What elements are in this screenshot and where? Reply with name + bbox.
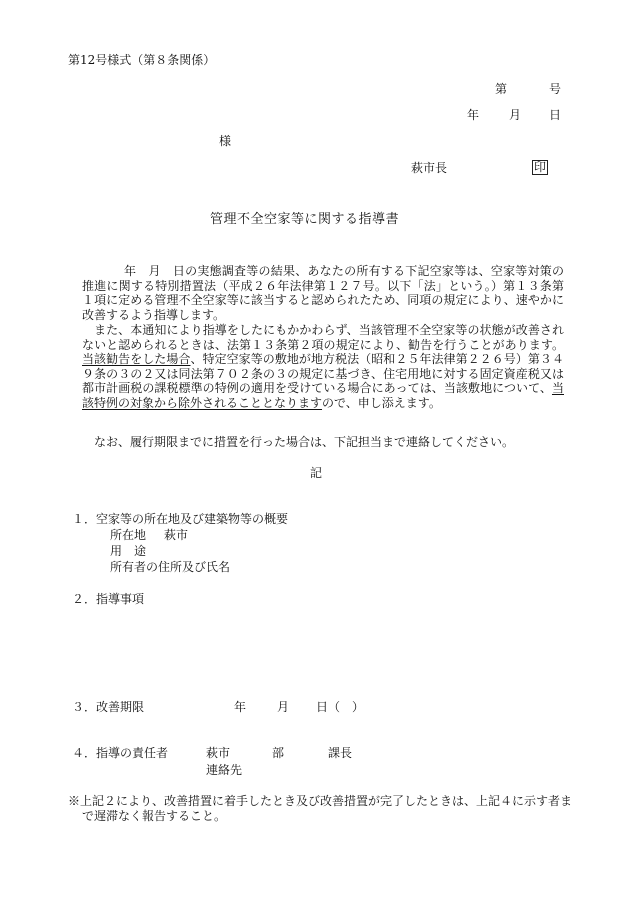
- p2-text-b: 、特定空家等の敷地が地方税法（昭和２５年法律第２２６号）第３４９条の３の２又は同法第７０２条の３の規定に基づき、住宅用地に対する固定資産税又は都市計画税の課税標準の特例の適用を受けている場合にあっては、当該敷地について、: [82, 352, 564, 396]
- date-month: 月: [509, 108, 522, 122]
- document-number-go: 号: [549, 82, 562, 96]
- footnote: ※上記２により、改善措置に着手したとき及び改善措置が完了したときは、上記４に示す者まで遅滞なく報告すること。: [68, 794, 573, 823]
- seal-stamp: [532, 160, 548, 175]
- p2-underline-1: 当該勧告をした場合: [82, 352, 191, 367]
- p2-underline-2: 当該特例の対象から除外されることとなります: [82, 381, 564, 410]
- seal-label: 印: [534, 160, 547, 174]
- item-1-location-label: 所在地: [110, 528, 147, 542]
- p2-text-a: また、本通知により指導をしたにもかかわらず、当該管理不全空家等の状態が改善されないと認められるときは、法第１３条第２項の規定により、勧告を行うことがあります。: [82, 323, 564, 352]
- item-1-location-value: 萩市: [164, 528, 189, 542]
- item-4-section-chief: 課長: [328, 746, 353, 760]
- item-4-department: 部: [272, 746, 285, 760]
- item-3-label: ３．改善期限: [72, 700, 145, 714]
- p2-text-c: ので、申し添えます。: [322, 395, 441, 410]
- ki-heading: 記: [310, 466, 323, 480]
- item-3-month: 月: [277, 700, 290, 714]
- document-title: 管理不全空家等に関する指導書: [210, 212, 400, 227]
- item-2-label: ２．指導事項: [72, 592, 145, 606]
- item-3-day: 日（ ）: [316, 700, 365, 714]
- item-3-year: 年: [234, 700, 247, 714]
- body-paragraph-3: なお、履行期限までに措置を行った場合は、下記担当まで連絡してください。: [94, 435, 515, 449]
- body-paragraph-1: 年 月 日の実態調査等の結果、あなたの所有する下記空家等は、空家等対策の推進に関する特別措置法（平成２６年法律第１２７号。以下「法」という。）第１３条第１項に定める管理不全空家等に該当すると認められたため、同項の規定により、速やかに改善するよう指導します。: [82, 264, 564, 322]
- item-4-label: ４．指導の責任者: [72, 746, 169, 760]
- item-4-contact-label: 連絡先: [206, 763, 243, 777]
- date-day: 日: [549, 108, 562, 122]
- body-paragraph-2: [82, 323, 564, 411]
- item-4-city: 萩市: [206, 746, 231, 760]
- item-1-use-label: 用 途: [110, 544, 147, 558]
- form-number-label: 第12号様式（第８条関係）: [68, 53, 216, 67]
- item-1-label: １．空家等の所在地及び建築物等の概要: [72, 512, 289, 526]
- date-year: 年: [467, 108, 480, 122]
- sender-name: 萩市長: [411, 161, 448, 175]
- item-1-owner-label: 所有者の住所及び氏名: [110, 560, 231, 574]
- document-number-dai: 第: [495, 82, 508, 96]
- addressee-honorific: 様: [219, 134, 232, 148]
